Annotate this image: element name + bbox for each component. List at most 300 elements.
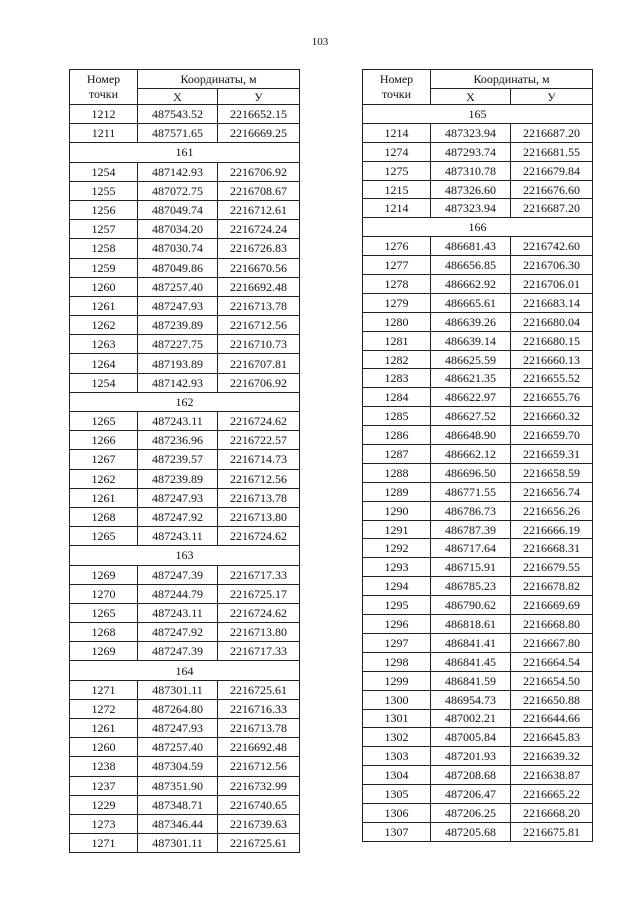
point-number-cell: 1276 xyxy=(363,237,431,256)
header-y: У xyxy=(511,89,593,105)
y-coordinate-cell: 2216644.66 xyxy=(511,709,593,728)
table-row xyxy=(363,256,593,275)
x-coordinate-cell: 487206.47 xyxy=(431,785,511,804)
table-row xyxy=(363,237,593,256)
y-coordinate-cell: 2216706.92 xyxy=(218,162,300,181)
y-coordinate-cell: 2216725.61 xyxy=(218,834,300,853)
table-row xyxy=(70,181,300,200)
x-coordinate-cell: 486790.62 xyxy=(431,596,511,615)
section-label: 164 xyxy=(70,661,300,680)
x-coordinate-cell: 486841.45 xyxy=(431,652,511,671)
y-coordinate-cell: 2216679.55 xyxy=(511,558,593,577)
y-coordinate-cell: 2216707.81 xyxy=(218,354,300,373)
point-number-cell: 1291 xyxy=(363,520,431,539)
point-number-cell: 1306 xyxy=(363,803,431,822)
point-number-cell: 1275 xyxy=(363,161,431,180)
table-row xyxy=(363,180,593,199)
x-coordinate-cell: 486639.26 xyxy=(431,312,511,331)
point-number-cell: 1299 xyxy=(363,671,431,690)
table-row xyxy=(70,642,300,661)
table-row xyxy=(363,558,593,577)
table-row xyxy=(70,776,300,795)
table-row xyxy=(363,690,593,709)
point-number-cell: 1286 xyxy=(363,426,431,445)
x-coordinate-cell: 487346.44 xyxy=(138,814,218,833)
section-row xyxy=(70,143,300,162)
y-coordinate-cell: 2216712.56 xyxy=(218,316,300,335)
x-coordinate-cell: 486662.12 xyxy=(431,445,511,464)
point-number-cell: 1212 xyxy=(70,105,138,124)
point-number-cell: 1263 xyxy=(70,335,138,354)
point-number-cell: 1270 xyxy=(70,584,138,603)
table-row xyxy=(70,719,300,738)
point-number-cell: 1292 xyxy=(363,539,431,558)
y-coordinate-cell: 2216692.48 xyxy=(218,738,300,757)
x-coordinate-cell: 487201.93 xyxy=(431,747,511,766)
table-row xyxy=(363,539,593,558)
x-coordinate-cell: 487206.25 xyxy=(431,803,511,822)
point-number-cell: 1258 xyxy=(70,239,138,258)
coordinates-table-right xyxy=(362,69,593,842)
point-number-cell: 1266 xyxy=(70,431,138,450)
x-coordinate-cell: 486841.59 xyxy=(431,671,511,690)
y-coordinate-cell: 2216712.61 xyxy=(218,200,300,219)
y-coordinate-cell: 2216706.30 xyxy=(511,256,593,275)
x-coordinate-cell: 486656.85 xyxy=(431,256,511,275)
y-coordinate-cell: 2216659.70 xyxy=(511,426,593,445)
point-number-cell: 1260 xyxy=(70,738,138,757)
table-row xyxy=(70,450,300,469)
x-coordinate-cell: 487247.92 xyxy=(138,623,218,642)
x-coordinate-cell: 486622.97 xyxy=(431,388,511,407)
point-number-cell: 1288 xyxy=(363,463,431,482)
x-coordinate-cell: 486681.43 xyxy=(431,237,511,256)
x-coordinate-cell: 487208.68 xyxy=(431,766,511,785)
y-coordinate-cell: 2216683.14 xyxy=(511,293,593,312)
table-row xyxy=(363,615,593,634)
y-coordinate-cell: 2216676.60 xyxy=(511,180,593,199)
point-number-cell: 1304 xyxy=(363,766,431,785)
point-number-cell: 1289 xyxy=(363,482,431,501)
table-row xyxy=(70,565,300,584)
x-coordinate-cell: 487323.94 xyxy=(431,123,511,142)
x-coordinate-cell: 487257.40 xyxy=(138,738,218,757)
table-row xyxy=(70,795,300,814)
y-coordinate-cell: 2216656.74 xyxy=(511,482,593,501)
table-row xyxy=(363,388,593,407)
point-number-cell: 1287 xyxy=(363,445,431,464)
y-coordinate-cell: 2216713.78 xyxy=(218,296,300,315)
section-label: 163 xyxy=(70,546,300,565)
table-row xyxy=(363,142,593,161)
point-number-cell: 1259 xyxy=(70,258,138,277)
table-row xyxy=(363,671,593,690)
point-number-cell: 1285 xyxy=(363,407,431,426)
coordinates-table-left xyxy=(69,69,300,853)
x-coordinate-cell: 487205.68 xyxy=(431,822,511,841)
point-number-cell: 1214 xyxy=(363,123,431,142)
y-coordinate-cell: 2216713.78 xyxy=(218,488,300,507)
y-coordinate-cell: 2216666.19 xyxy=(511,520,593,539)
x-coordinate-cell: 487243.11 xyxy=(138,527,218,546)
y-coordinate-cell: 2216732.99 xyxy=(218,776,300,795)
x-coordinate-cell: 487002.21 xyxy=(431,709,511,728)
y-coordinate-cell: 2216679.84 xyxy=(511,161,593,180)
table-row xyxy=(363,369,593,388)
table-row xyxy=(363,331,593,350)
x-coordinate-cell: 486625.59 xyxy=(431,350,511,369)
table-row xyxy=(70,124,300,143)
x-coordinate-cell: 487034.20 xyxy=(138,220,218,239)
section-row xyxy=(70,392,300,411)
table-row xyxy=(70,373,300,392)
header-coordinates: Координаты, м xyxy=(138,70,300,89)
y-coordinate-cell: 2216708.67 xyxy=(218,181,300,200)
x-coordinate-cell: 487264.80 xyxy=(138,699,218,718)
table-row xyxy=(70,584,300,603)
table-row xyxy=(363,520,593,539)
x-coordinate-cell: 487244.79 xyxy=(138,584,218,603)
x-coordinate-cell: 487005.84 xyxy=(431,728,511,747)
point-number-cell: 1283 xyxy=(363,369,431,388)
table-row xyxy=(363,803,593,822)
header-x: X xyxy=(431,89,511,105)
y-coordinate-cell: 2216654.50 xyxy=(511,671,593,690)
right-table-body xyxy=(363,105,593,842)
y-coordinate-cell: 2216713.80 xyxy=(218,623,300,642)
section-row xyxy=(70,661,300,680)
x-coordinate-cell: 487348.71 xyxy=(138,795,218,814)
table-row xyxy=(363,633,593,652)
x-coordinate-cell: 487239.57 xyxy=(138,450,218,469)
x-coordinate-cell: 487247.93 xyxy=(138,488,218,507)
x-coordinate-cell: 487239.89 xyxy=(138,469,218,488)
table-row xyxy=(70,412,300,431)
table-row xyxy=(70,469,300,488)
left-table-body xyxy=(70,105,300,853)
point-number-cell: 1273 xyxy=(70,814,138,833)
point-number-cell: 1303 xyxy=(363,747,431,766)
y-coordinate-cell: 2216667.80 xyxy=(511,633,593,652)
point-number-cell: 1278 xyxy=(363,275,431,294)
table-row xyxy=(363,501,593,520)
table-row xyxy=(363,123,593,142)
table-row xyxy=(363,426,593,445)
y-coordinate-cell: 2216652.15 xyxy=(218,105,300,124)
x-coordinate-cell: 487310.78 xyxy=(431,161,511,180)
x-coordinate-cell: 487351.90 xyxy=(138,776,218,795)
header-coordinates: Координаты, м xyxy=(431,70,593,89)
point-number-cell: 1267 xyxy=(70,450,138,469)
y-coordinate-cell: 2216713.78 xyxy=(218,719,300,738)
x-coordinate-cell: 487049.86 xyxy=(138,258,218,277)
table-row xyxy=(70,239,300,258)
x-coordinate-cell: 486627.52 xyxy=(431,407,511,426)
y-coordinate-cell: 2216660.13 xyxy=(511,350,593,369)
section-label: 161 xyxy=(70,143,300,162)
point-number-cell: 1277 xyxy=(363,256,431,275)
point-number-cell: 1229 xyxy=(70,795,138,814)
y-coordinate-cell: 2216740.65 xyxy=(218,795,300,814)
x-coordinate-cell: 487323.94 xyxy=(431,199,511,218)
y-coordinate-cell: 2216669.25 xyxy=(218,124,300,143)
point-number-cell: 1265 xyxy=(70,412,138,431)
table-row xyxy=(363,785,593,804)
table-row xyxy=(363,350,593,369)
point-number-cell: 1282 xyxy=(363,350,431,369)
section-label: 166 xyxy=(363,218,593,237)
y-coordinate-cell: 2216656.26 xyxy=(511,501,593,520)
point-number-cell: 1211 xyxy=(70,124,138,143)
table-row xyxy=(70,757,300,776)
y-coordinate-cell: 2216650.88 xyxy=(511,690,593,709)
table-row xyxy=(70,814,300,833)
point-number-cell: 1271 xyxy=(70,680,138,699)
table-row xyxy=(70,507,300,526)
point-number-cell: 1307 xyxy=(363,822,431,841)
y-coordinate-cell: 2216670.56 xyxy=(218,258,300,277)
y-coordinate-cell: 2216645.83 xyxy=(511,728,593,747)
point-number-cell: 1301 xyxy=(363,709,431,728)
table-row xyxy=(70,105,300,124)
header-x: X xyxy=(138,89,218,105)
section-row xyxy=(70,546,300,565)
point-number-cell: 1271 xyxy=(70,834,138,853)
table-row xyxy=(70,488,300,507)
table-row xyxy=(70,431,300,450)
table-row xyxy=(70,296,300,315)
point-number-cell: 1254 xyxy=(70,373,138,392)
point-number-cell: 1262 xyxy=(70,469,138,488)
point-number-cell: 1264 xyxy=(70,354,138,373)
x-coordinate-cell: 487257.40 xyxy=(138,277,218,296)
point-number-cell: 1290 xyxy=(363,501,431,520)
x-coordinate-cell: 487243.11 xyxy=(138,603,218,622)
x-coordinate-cell: 486639.14 xyxy=(431,331,511,350)
x-coordinate-cell: 487193.89 xyxy=(138,354,218,373)
y-coordinate-cell: 2216668.31 xyxy=(511,539,593,558)
y-coordinate-cell: 2216739.63 xyxy=(218,814,300,833)
x-coordinate-cell: 486665.61 xyxy=(431,293,511,312)
x-coordinate-cell: 487227.75 xyxy=(138,335,218,354)
x-coordinate-cell: 487142.93 xyxy=(138,373,218,392)
table-row xyxy=(363,463,593,482)
table-row xyxy=(363,312,593,331)
point-number-cell: 1297 xyxy=(363,633,431,652)
y-coordinate-cell: 2216678.82 xyxy=(511,577,593,596)
point-number-cell: 1281 xyxy=(363,331,431,350)
x-coordinate-cell: 486954.73 xyxy=(431,690,511,709)
table-row xyxy=(70,834,300,853)
y-coordinate-cell: 2216722.57 xyxy=(218,431,300,450)
table-row xyxy=(363,293,593,312)
point-number-cell: 1302 xyxy=(363,728,431,747)
y-coordinate-cell: 2216687.20 xyxy=(511,123,593,142)
x-coordinate-cell: 487304.59 xyxy=(138,757,218,776)
table-row xyxy=(363,482,593,501)
x-coordinate-cell: 487293.74 xyxy=(431,142,511,161)
point-number-cell: 1237 xyxy=(70,776,138,795)
point-number-cell: 1215 xyxy=(363,180,431,199)
table-row xyxy=(363,766,593,785)
x-coordinate-cell: 486715.91 xyxy=(431,558,511,577)
y-coordinate-cell: 2216675.81 xyxy=(511,822,593,841)
table-row xyxy=(363,747,593,766)
header-point-number: Номер точки xyxy=(363,70,431,105)
point-number-cell: 1280 xyxy=(363,312,431,331)
x-coordinate-cell: 487571.65 xyxy=(138,124,218,143)
y-coordinate-cell: 2216692.48 xyxy=(218,277,300,296)
x-coordinate-cell: 486621.35 xyxy=(431,369,511,388)
y-coordinate-cell: 2216712.56 xyxy=(218,469,300,488)
y-coordinate-cell: 2216668.80 xyxy=(511,615,593,634)
y-coordinate-cell: 2216724.62 xyxy=(218,527,300,546)
y-coordinate-cell: 2216638.87 xyxy=(511,766,593,785)
y-coordinate-cell: 2216680.15 xyxy=(511,331,593,350)
x-coordinate-cell: 487247.92 xyxy=(138,507,218,526)
table-row xyxy=(363,728,593,747)
table-row xyxy=(70,162,300,181)
y-coordinate-cell: 2216680.04 xyxy=(511,312,593,331)
table-row xyxy=(70,335,300,354)
y-coordinate-cell: 2216687.20 xyxy=(511,199,593,218)
point-number-cell: 1255 xyxy=(70,181,138,200)
y-coordinate-cell: 2216668.20 xyxy=(511,803,593,822)
x-coordinate-cell: 487301.11 xyxy=(138,834,218,853)
table-row xyxy=(363,407,593,426)
point-number-cell: 1274 xyxy=(363,142,431,161)
y-coordinate-cell: 2216664.54 xyxy=(511,652,593,671)
y-coordinate-cell: 2216724.62 xyxy=(218,412,300,431)
x-coordinate-cell: 486785.23 xyxy=(431,577,511,596)
point-number-cell: 1305 xyxy=(363,785,431,804)
x-coordinate-cell: 487243.11 xyxy=(138,412,218,431)
table-row xyxy=(70,527,300,546)
table-row xyxy=(363,822,593,841)
table-row xyxy=(70,220,300,239)
x-coordinate-cell: 487301.11 xyxy=(138,680,218,699)
y-coordinate-cell: 2216655.52 xyxy=(511,369,593,388)
x-coordinate-cell: 487049.74 xyxy=(138,200,218,219)
point-number-cell: 1296 xyxy=(363,615,431,634)
point-number-cell: 1284 xyxy=(363,388,431,407)
table-row xyxy=(70,738,300,757)
x-coordinate-cell: 487247.93 xyxy=(138,719,218,738)
point-number-cell: 1269 xyxy=(70,642,138,661)
x-coordinate-cell: 486818.61 xyxy=(431,615,511,634)
point-number-cell: 1279 xyxy=(363,293,431,312)
table-row xyxy=(70,316,300,335)
x-coordinate-cell: 487239.89 xyxy=(138,316,218,335)
x-coordinate-cell: 486787.39 xyxy=(431,520,511,539)
y-coordinate-cell: 2216712.56 xyxy=(218,757,300,776)
x-coordinate-cell: 486771.55 xyxy=(431,482,511,501)
x-coordinate-cell: 487247.39 xyxy=(138,642,218,661)
x-coordinate-cell: 487247.93 xyxy=(138,296,218,315)
x-coordinate-cell: 487142.93 xyxy=(138,162,218,181)
y-coordinate-cell: 2216706.01 xyxy=(511,275,593,294)
point-number-cell: 1298 xyxy=(363,652,431,671)
table-row xyxy=(363,199,593,218)
x-coordinate-cell: 486717.64 xyxy=(431,539,511,558)
y-coordinate-cell: 2216717.33 xyxy=(218,565,300,584)
point-number-cell: 1265 xyxy=(70,527,138,546)
section-row xyxy=(363,105,593,124)
y-coordinate-cell: 2216669.69 xyxy=(511,596,593,615)
table-row xyxy=(70,277,300,296)
point-number-cell: 1293 xyxy=(363,558,431,577)
point-number-cell: 1261 xyxy=(70,296,138,315)
point-number-cell: 1254 xyxy=(70,162,138,181)
y-coordinate-cell: 2216639.32 xyxy=(511,747,593,766)
point-number-cell: 1265 xyxy=(70,603,138,622)
header-y: У xyxy=(218,89,300,105)
point-number-cell: 1257 xyxy=(70,220,138,239)
x-coordinate-cell: 487247.39 xyxy=(138,565,218,584)
y-coordinate-cell: 2216655.76 xyxy=(511,388,593,407)
x-coordinate-cell: 487543.52 xyxy=(138,105,218,124)
y-coordinate-cell: 2216724.62 xyxy=(218,603,300,622)
point-number-cell: 1268 xyxy=(70,623,138,642)
x-coordinate-cell: 487326.60 xyxy=(431,180,511,199)
y-coordinate-cell: 2216710.73 xyxy=(218,335,300,354)
header-point-number: Номер точки xyxy=(70,70,138,105)
table-row xyxy=(70,699,300,718)
page-number: 103 xyxy=(311,36,329,48)
section-row xyxy=(363,218,593,237)
point-number-cell: 1269 xyxy=(70,565,138,584)
y-coordinate-cell: 2216706.92 xyxy=(218,373,300,392)
x-coordinate-cell: 487236.96 xyxy=(138,431,218,450)
y-coordinate-cell: 2216717.33 xyxy=(218,642,300,661)
y-coordinate-cell: 2216742.60 xyxy=(511,237,593,256)
y-coordinate-cell: 2216726.83 xyxy=(218,239,300,258)
table-row xyxy=(70,354,300,373)
x-coordinate-cell: 486662.92 xyxy=(431,275,511,294)
x-coordinate-cell: 486841.41 xyxy=(431,633,511,652)
table-row xyxy=(363,652,593,671)
table-row xyxy=(70,603,300,622)
x-coordinate-cell: 487072.75 xyxy=(138,181,218,200)
point-number-cell: 1214 xyxy=(363,199,431,218)
y-coordinate-cell: 2216658.59 xyxy=(511,463,593,482)
y-coordinate-cell: 2216725.61 xyxy=(218,680,300,699)
y-coordinate-cell: 2216725.17 xyxy=(218,584,300,603)
y-coordinate-cell: 2216724.24 xyxy=(218,220,300,239)
point-number-cell: 1300 xyxy=(363,690,431,709)
x-coordinate-cell: 486648.90 xyxy=(431,426,511,445)
point-number-cell: 1294 xyxy=(363,577,431,596)
table-row xyxy=(70,200,300,219)
point-number-cell: 1272 xyxy=(70,699,138,718)
point-number-cell: 1238 xyxy=(70,757,138,776)
x-coordinate-cell: 486696.50 xyxy=(431,463,511,482)
point-number-cell: 1295 xyxy=(363,596,431,615)
section-label: 165 xyxy=(363,105,593,124)
y-coordinate-cell: 2216716.33 xyxy=(218,699,300,718)
table-row xyxy=(363,445,593,464)
table-row xyxy=(363,275,593,294)
y-coordinate-cell: 2216681.55 xyxy=(511,142,593,161)
y-coordinate-cell: 2216665.22 xyxy=(511,785,593,804)
table-row xyxy=(363,577,593,596)
table-row xyxy=(363,596,593,615)
table-row xyxy=(363,709,593,728)
y-coordinate-cell: 2216714.73 xyxy=(218,450,300,469)
point-number-cell: 1262 xyxy=(70,316,138,335)
section-label: 162 xyxy=(70,392,300,411)
point-number-cell: 1260 xyxy=(70,277,138,296)
